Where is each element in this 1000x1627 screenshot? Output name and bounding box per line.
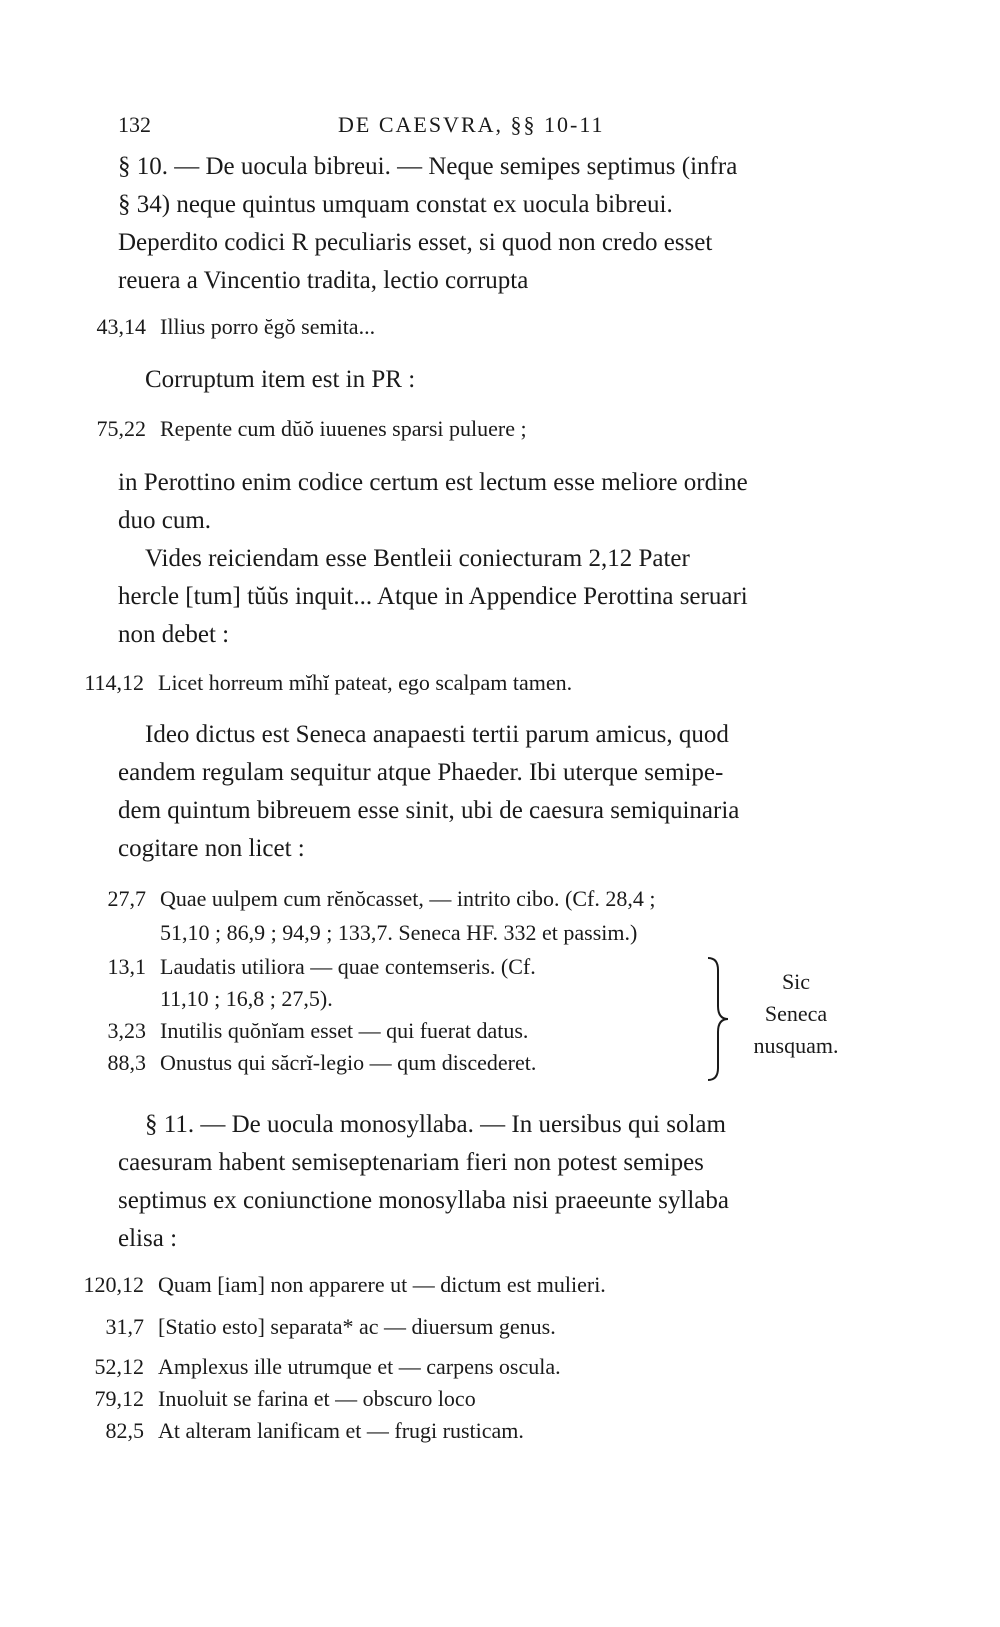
sec10-line-6: in Perottino enim codice certum est lectum esse meliore ordine bbox=[118, 469, 748, 496]
sec11-line-4: elisa : bbox=[118, 1225, 178, 1252]
quote-ref: 114,12 bbox=[84, 670, 144, 695]
sec10-p2-line-4: cogitare non licet : bbox=[118, 835, 305, 862]
curly-brace bbox=[700, 956, 730, 1082]
quote-75-22 bbox=[56, 414, 527, 444]
quote-82-5 bbox=[32, 1416, 524, 1446]
quote-88-3 bbox=[56, 1048, 536, 1078]
quote-ref: 43,14 bbox=[96, 314, 146, 339]
side-note bbox=[736, 966, 856, 1062]
sec10-line-8: Vides reiciendam esse Bentleii coniecturam 2,12 Pater bbox=[145, 545, 690, 572]
sec11-line-2: caesuram habent semiseptenariam fieri non potest semipes bbox=[118, 1149, 704, 1176]
quote-ref: 52,12 bbox=[94, 1354, 144, 1379]
quote-ref: 79,12 bbox=[94, 1386, 144, 1411]
sec10-p2-line-1: Ideo dictus est Seneca anapaesti tertii parum amicus, quod bbox=[145, 721, 729, 748]
sec10-line-1: § 10. — De uocula bibreui. — Neque semipes septimus (infra bbox=[118, 153, 738, 180]
quote-text: Quam [iam] non apparere ut — dictum est mulieri. bbox=[158, 1272, 606, 1297]
quote-79-12 bbox=[32, 1384, 476, 1414]
quote-text: Inutilis quŏnĭam esset — qui fuerat datus. bbox=[160, 1018, 529, 1043]
sec10-line-10: non debet : bbox=[118, 621, 230, 648]
quote-ref: 13,1 bbox=[107, 954, 146, 979]
running-title: DE CAESVRA, §§ 10-11 bbox=[338, 112, 605, 137]
quote-text: Onustus qui săcrĭ-legio — qum discederet. bbox=[160, 1050, 537, 1075]
quote-text: Illius porro ĕgŏ semita... bbox=[160, 314, 376, 339]
quote-text: [Statio esto] separata* ac — diuersum genus. bbox=[158, 1314, 556, 1339]
quote-13-1-cont bbox=[56, 984, 333, 1014]
quote-text: Quae uulpem cum rĕnŏcasset, — intrito cibo. (Cf. 28,4 ; bbox=[160, 886, 656, 911]
sec10-line-5: Corruptum item est in PR : bbox=[145, 366, 416, 393]
sec10-line-3: Deperdito codici R peculiaris esset, si quod non credo esset bbox=[118, 229, 713, 256]
sec10-p2-line-2: eandem regulam sequitur atque Phaeder. Ibi uterque semipe- bbox=[118, 759, 724, 786]
quote-43-14 bbox=[56, 312, 375, 342]
quote-13-1 bbox=[56, 952, 536, 982]
sec11-line-1: § 11. — De uocula monosyllaba. — In uersibus qui solam bbox=[145, 1111, 726, 1138]
quote-114-12 bbox=[32, 668, 572, 698]
sec10-line-2: § 34) neque quintus umquam constat ex uocula bibreui. bbox=[118, 191, 673, 218]
quote-ref: 82,5 bbox=[105, 1418, 144, 1443]
sec10-line-9: hercle [tum] tŭŭs inquit... Atque in Appendice Perottina seruari bbox=[118, 583, 748, 610]
quote-27-7-cont bbox=[56, 918, 637, 948]
quote-ref: 3,23 bbox=[107, 1018, 146, 1043]
quote-27-7 bbox=[56, 884, 656, 914]
quote-ref: 120,12 bbox=[83, 1272, 144, 1297]
page-number: 132 bbox=[118, 112, 151, 137]
side-note-line-1: Sic bbox=[781, 969, 811, 994]
quote-ref: 27,7 bbox=[107, 886, 146, 911]
quote-text: 51,10 ; 86,9 ; 94,9 ; 133,7. Seneca HF. 332 et passim.) bbox=[160, 920, 638, 945]
quote-text: Inuoluit se farina et — obscuro loco bbox=[158, 1386, 476, 1411]
side-note-line-3: nusquam. bbox=[753, 1033, 839, 1058]
sec10-p2-line-3: dem quintum bibreuem esse sinit, ubi de caesura semiquinaria bbox=[118, 797, 740, 824]
running-header bbox=[118, 112, 878, 148]
sec10-line-7: duo cum. bbox=[118, 507, 212, 534]
quote-ref: 31,7 bbox=[105, 1314, 144, 1339]
quote-52-12 bbox=[32, 1352, 561, 1382]
quote-ref: 75,22 bbox=[96, 416, 146, 441]
sec11-line-3: septimus ex coniunctione monosyllaba nisi praeeunte syllaba bbox=[118, 1187, 729, 1214]
quote-text: At alteram lanificam et — frugi rusticam. bbox=[158, 1418, 524, 1443]
side-note-line-2: Seneca bbox=[764, 1001, 828, 1026]
quote-3-23 bbox=[56, 1016, 528, 1046]
quote-text: Repente cum dŭŏ iuuenes sparsi puluere ; bbox=[160, 416, 527, 441]
quote-31-7 bbox=[32, 1312, 556, 1342]
quote-text: Laudatis utiliora — quae contemseris. (Cf. bbox=[160, 954, 536, 979]
quote-text: 11,10 ; 16,8 ; 27,5). bbox=[160, 986, 333, 1011]
quote-text: Licet horreum mĭhĭ pateat, ego scalpam tamen. bbox=[158, 670, 573, 695]
quote-120-12 bbox=[32, 1270, 606, 1300]
quote-ref: 88,3 bbox=[107, 1050, 146, 1075]
quote-text: Amplexus ille utrumque et — carpens oscula. bbox=[158, 1354, 561, 1379]
sec10-line-4: reuera a Vincentio tradita, lectio corrupta bbox=[118, 267, 529, 294]
